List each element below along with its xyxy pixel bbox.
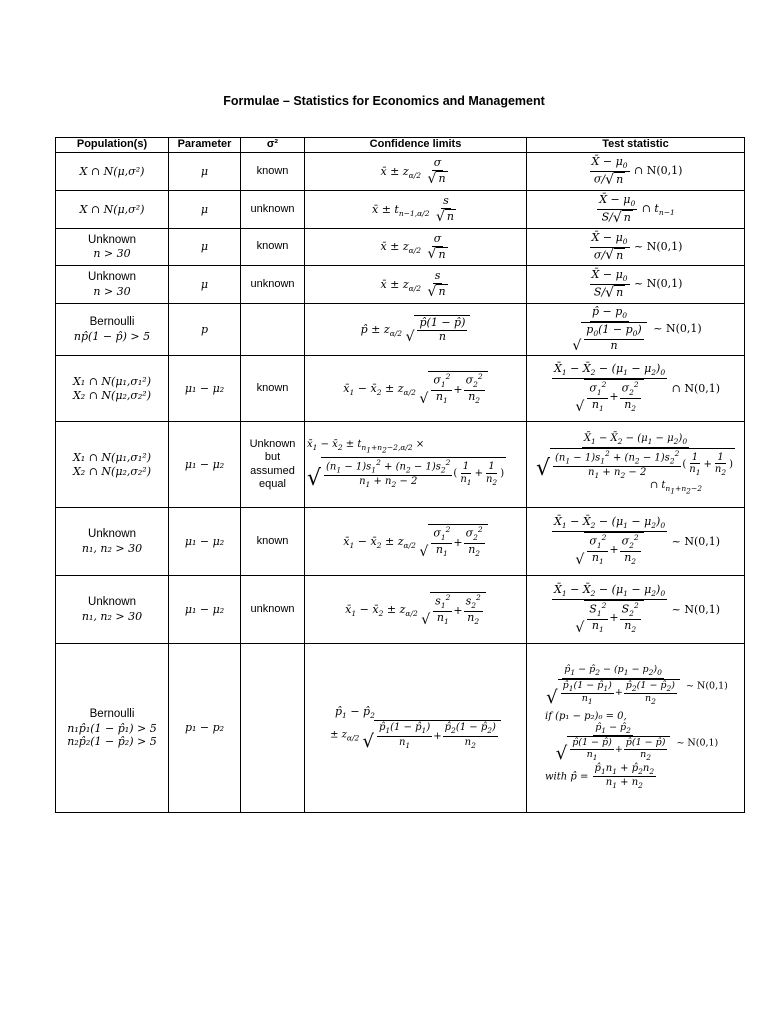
test-statistic-cell xyxy=(527,266,745,304)
page-title: Formulae – Statistics for Economics and Management xyxy=(223,94,545,108)
table-row xyxy=(56,266,745,304)
population-cell: X ∩ N(μ,σ²) xyxy=(56,191,169,229)
table-row xyxy=(56,153,745,191)
formula: √ $\frac{(n_1 - 1)s_1^2 + (n_2 - 1)s_2^2}{n_1 + n_2 - 2}$ ( $\frac{1}{n_1}$ + $\frac{1}{n_2}$ ) xyxy=(307,457,505,491)
formula: $p̂_1$ − $p̂_2$ xyxy=(335,705,375,721)
population-cell: Unknown n > 30 xyxy=(56,266,169,304)
table-row xyxy=(56,576,745,644)
sigma-cell: known xyxy=(241,356,305,422)
formula: $X̄_1$ − $X̄_2 - (\mu_1 - \mu_2)_0$ √ $\frac{\sigma_1^2}{n_1}$ + $\frac{\sigma_2^2}{n_2}$ ~ N(0,1) xyxy=(553,515,721,568)
formula: X̄ − $\mu_0$ S/ √ n ~ N(0,1) xyxy=(591,268,683,301)
table-row xyxy=(56,356,745,422)
formula: x̄ ± $z_{\alpha/2}$ σ √ n xyxy=(380,156,446,187)
header-confidence-limits: Confidence limits xyxy=(305,138,527,153)
formula: x̄ ± $z_{\alpha/2}$ σ √ n xyxy=(380,231,446,263)
formula: x̄ ± $z_{\alpha/2}$ s √ n xyxy=(380,269,446,300)
population-cell: Unknown n₁, n₂ > 30 xyxy=(56,508,169,576)
formula: $p̂_1$ − $p̂_2 - (p_1 - p_2)_0$ √ $\frac{p̂_1(1 - p̂_1)}{n_1}$ + $\frac{p̂_2(1 - p̂_2)}{n_2}$ ~ N(0,1) xyxy=(546,664,728,708)
table-row xyxy=(56,644,745,813)
header-sigma-squared: σ² xyxy=(241,138,305,153)
header-test-statistic: Test statistic xyxy=(527,138,745,153)
sigma-cell: Unknown but assumed equal xyxy=(241,422,305,508)
population-cell: Unknown n > 30 xyxy=(56,229,169,266)
parameter-cell: μ xyxy=(169,266,241,304)
parameter-cell: μ₁ − μ₂ xyxy=(169,422,241,508)
sigma-cell xyxy=(241,644,305,813)
sigma-cell xyxy=(241,304,305,356)
parameter-cell: p xyxy=(169,304,241,356)
confidence-limits-cell xyxy=(305,191,527,229)
parameter-cell: μ₁ − μ₂ xyxy=(169,356,241,422)
table-row xyxy=(56,191,745,229)
confidence-limits-cell xyxy=(305,304,527,356)
test-statistic-cell xyxy=(527,356,745,422)
population-cell: X₁ ∩ N(μ₁,σ₁²) X₂ ∩ N(μ₂,σ₂²) xyxy=(56,422,169,508)
test-statistic-cell xyxy=(527,644,745,813)
population-cell: Bernoulli n₁p̂₁(1 − p̂₁) > 5 n₂p̂₂(1 − p̂₂) > 5 xyxy=(56,644,169,813)
test-statistic-cell xyxy=(527,191,745,229)
parameter-cell: μ xyxy=(169,229,241,266)
table-row xyxy=(56,229,745,266)
formula: $X̄_1$ − $X̄_2 - (\mu_1 - \mu_2)_0$ √ $\frac{(n_1 - 1)s_1^2 + (n_2 - 1)s_2^2}{n_1 + n_2 - 2}$ ( $\frac{1}{n_1}$ + $\frac{1}{n_2}$ ) ∩ $t_{n_1+n_2-2}$ xyxy=(535,433,734,496)
formula: X̄ − $\mu_0$ σ/ √ n ~ N(0,1) xyxy=(591,230,683,264)
formula: $x̄_1$ − $x̄_2 \pm z_{\alpha/2}$ √ $\frac{\sigma_1^2}{n_1}$ + $\frac{\sigma_2^2}{n_2}$ xyxy=(343,382,487,395)
formula: $x̄_1$ − $x̄_2 \pm z_{\alpha/2}$ √ $\frac{s_1^2}{n_1}$ + $\frac{s_2^2}{n_2}$ xyxy=(345,603,486,616)
parameter-cell: p₁ − p₂ xyxy=(169,644,241,813)
sigma-cell: known xyxy=(241,508,305,576)
parameter-cell: μ xyxy=(169,191,241,229)
confidence-limits-cell xyxy=(305,422,527,508)
confidence-limits-cell xyxy=(305,356,527,422)
sigma-cell: known xyxy=(241,153,305,191)
sigma-cell: unknown xyxy=(241,576,305,644)
test-statistic-cell xyxy=(527,576,745,644)
header-populations: Population(s) xyxy=(56,138,169,153)
formula: p̂ − $p_0$ √ $\frac{p_0(1 - p_0)}{n}$ ~ N(0,1) xyxy=(572,305,702,354)
table-row xyxy=(56,508,745,576)
parameter-cell: μ xyxy=(169,153,241,191)
sigma-cell: unknown xyxy=(241,191,305,229)
test-statistic-cell xyxy=(527,304,745,356)
confidence-limits-cell xyxy=(305,153,527,191)
test-statistic-cell xyxy=(527,229,745,266)
header-parameter: Parameter xyxy=(169,138,241,153)
header-row xyxy=(56,138,745,153)
table-row xyxy=(56,422,745,508)
formula: p̂ ± $z_{\alpha/2}$ √ $\frac{p̂(1 - p̂)}{n}$ xyxy=(361,323,471,336)
population-cell: Bernoulli np̂(1 − p̂) > 5 xyxy=(56,304,169,356)
formula: $x̄_1$ − $x̄_2 \pm z_{\alpha/2}$ √ $\frac{\sigma_1^2}{n_1}$ + $\frac{\sigma_2^2}{n_2}$ xyxy=(343,535,487,548)
formula: $p̂_1$ − $p̂_2$ √ $\frac{p̂(1 - p̂)}{n_1}$ + $\frac{p̂(1 - p̂)}{n_2}$ ~ N(0,1) xyxy=(555,721,719,764)
test-statistic-cell xyxy=(527,153,745,191)
confidence-limits-cell xyxy=(305,229,527,266)
sigma-cell: known xyxy=(241,229,305,266)
parameter-cell: μ₁ − μ₂ xyxy=(169,508,241,576)
table-row xyxy=(56,304,745,356)
confidence-limits-cell xyxy=(305,266,527,304)
formula: with p̂ = $\frac{p̂_1n_1 + p̂_2n_2}{n_1 + n_2}$ xyxy=(545,762,655,791)
sigma-cell: unknown xyxy=(241,266,305,304)
population-cell: X₁ ∩ N(μ₁,σ₁²) X₂ ∩ N(μ₂,σ₂²) xyxy=(56,356,169,422)
test-statistic-cell xyxy=(527,422,745,508)
formula: $x̄_1$ − $x̄_2 \pm t_{n_1+n_2-2,\alpha/2}$ × xyxy=(307,439,425,455)
test-statistic-cell xyxy=(527,508,745,576)
formula-table xyxy=(55,137,745,813)
population-cell: Unknown n₁, n₂ > 30 xyxy=(56,576,169,644)
formula: $X̄_1$ − $X̄_2 - (\mu_1 - \mu_2)_0$ √ $\frac{\sigma_1^2}{n_1}$ + $\frac{\sigma_2^2}{n_2}$ ∩ N(0,1) xyxy=(553,362,721,415)
formula: $X̄_1$ − $X̄_2 - (\mu_1 - \mu_2)_0$ √ $\frac{S_1^2}{n_1}$ + $\frac{S_2^2}{n_2}$ ~ N(0,1) xyxy=(553,583,721,636)
population-cell: X ∩ N(μ,σ²) xyxy=(56,153,169,191)
confidence-limits-cell xyxy=(305,508,527,576)
if-clause: if (p₁ − p₂)₀ = 0, xyxy=(545,710,627,722)
formula: X̄ − $\mu_0$ S/ √ n ∩ $t_{n-1}$ xyxy=(599,193,675,226)
formula: x̄ ± $t_{n-1,\alpha/2}$ s √ n xyxy=(372,194,454,225)
formula: X̄ − $\mu_0$ σ/ √ n ∩ N(0,1) xyxy=(591,155,683,188)
confidence-limits-cell xyxy=(305,644,527,813)
formula: ± $z_{\alpha/2}$ √ $\frac{p̂_1(1 - p̂_1)}{n_1}$ + $\frac{p̂_2(1 - p̂_2)}{n_2}$ xyxy=(307,720,524,750)
confidence-limits-cell xyxy=(305,576,527,644)
parameter-cell: μ₁ − μ₂ xyxy=(169,576,241,644)
